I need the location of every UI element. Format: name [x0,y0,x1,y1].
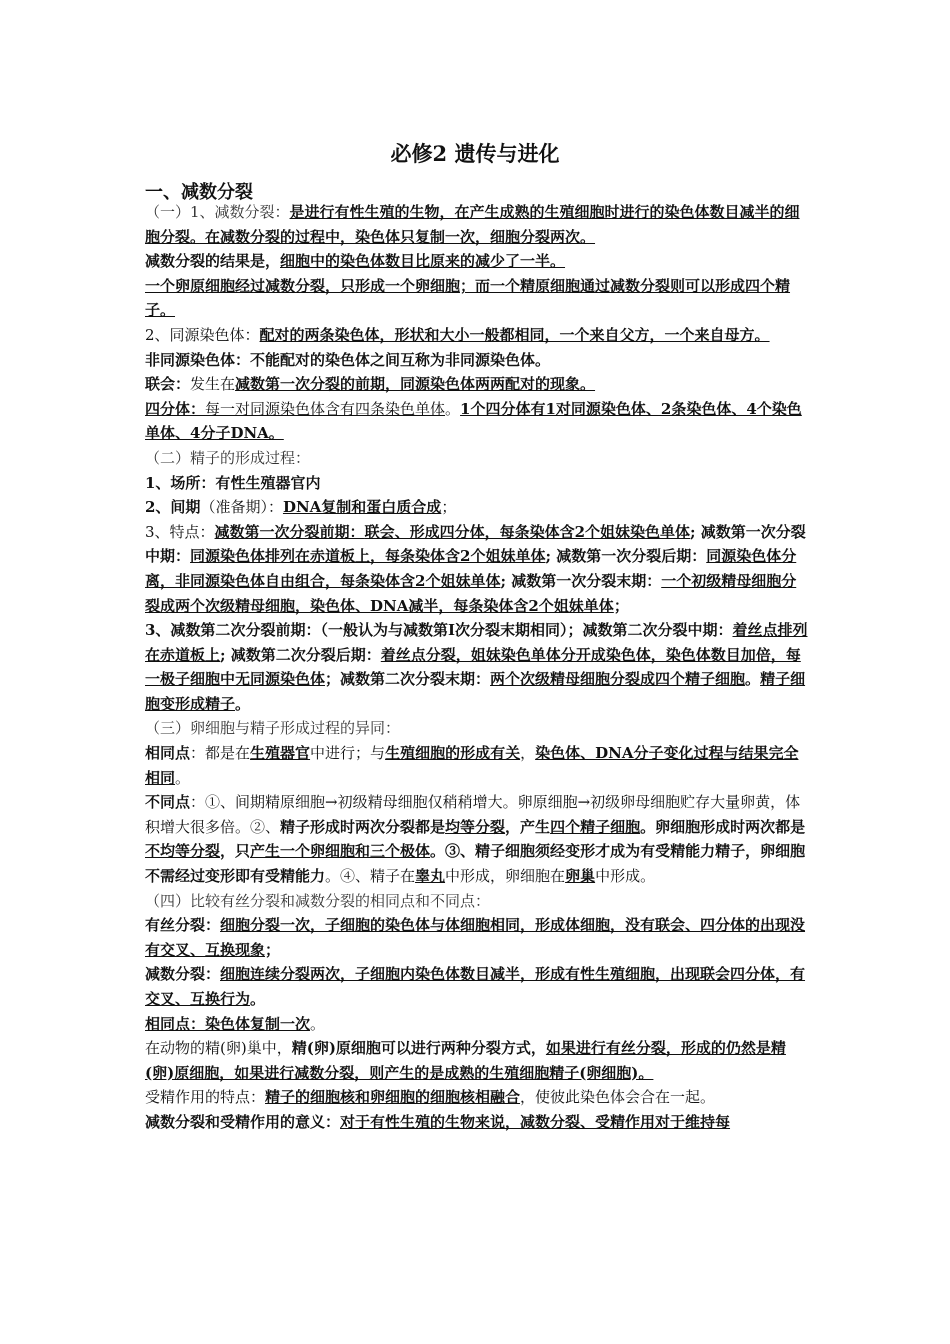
paragraph-location [145,471,810,496]
paragraph-meiosis-definition [145,200,810,249]
text-run: 中形成。 [595,867,656,886]
text-run: （四）比较有丝分裂和减数分裂的相同点和不同点： [145,891,491,910]
text-run: 3、特点： [145,522,215,541]
text-run: 睾丸 [415,867,446,886]
text-run: 减数分裂和受精作用的意义： [145,1112,341,1131]
text-run: 减数分裂的结果是， [145,252,281,271]
document-body [145,200,810,1135]
text-run: DNA复制和蛋白质合成 [282,498,442,517]
text-run: 生殖细胞的形成有关 [385,744,521,763]
text-run: ；减数第二次分裂末期： [325,670,491,689]
text-run: 有丝分裂： [145,916,221,935]
text-run: 不均等分裂 [145,842,221,861]
text-run: 。 [745,670,761,689]
text-run: 染色体只复制一次，细胞分裂两次。 [355,227,596,246]
text-run: ; 减数第二次分裂后期： [220,645,381,664]
text-run: 受精作用的特点： [145,1088,266,1107]
text-run: ; 减数第一次分裂末期： [500,571,662,590]
paragraph-sperm-formation-heading [145,446,810,471]
text-run: 联会、形成四分体，每条染体含2个姐妹染色单体 [364,522,691,541]
text-run: 精子细胞变形成精子 [145,670,806,713]
paragraph-meiosis [145,962,810,1011]
text-run: （三）卵细胞与精子形成过程的异同： [145,719,401,738]
text-run: 精子形成时两次分裂都是 [280,817,446,836]
paragraph-meiosis-one [145,520,810,618]
text-run: 细胞分裂一次，子细胞的染色体与体细胞相同，形成体细胞，没有联会、四分体的出现没有交叉、互换现象 [145,916,806,959]
text-run: ：都是在 [190,744,251,763]
paragraph-gonads [145,1036,810,1085]
text-run: 。 [175,768,191,787]
text-run: 配对的两条染色体，形状和大小一般都相同，一个来自父方，一个来自母方。 [259,325,770,344]
text-run: 着丝点排列在赤道板上 [145,621,808,664]
text-run: ，产生 [505,817,551,836]
text-run: 发生在 [190,375,236,394]
text-run: 。③、精子细胞须经 [430,842,566,861]
paragraph-synapsis [145,372,810,397]
text-run: 中形成，卵细胞在 [445,867,566,886]
text-run: 。 [310,1014,326,1033]
text-run: 四分体： [145,399,206,418]
text-run: 中进行；与 [310,744,386,763]
paragraph-common [145,1012,810,1037]
page-title: 必修2 遗传与进化 [390,141,560,166]
text-run: 变形才成为有受精能力精子，卵细胞不需经过变形即有受精能力 [145,842,806,886]
text-run: 一个卵原细胞经过减数分裂，只形成一个卵细胞；而一个精原细胞通过减数分裂则可以形成四个精子。 [145,276,791,320]
text-run: 相同点 [145,744,191,763]
text-run: 非同源染色体：不能配对的染色体之间互称为非同源染色体。 [145,350,551,369]
paragraph-non-homologous [145,348,810,373]
text-run: 。 [235,694,251,713]
text-run: ，只 [220,842,251,861]
text-run: 减数第一次分裂前期： [214,522,365,541]
text-run: ; 减数第一次分裂中期： [145,522,806,566]
text-run: 。 [445,399,461,418]
text-run: 不同点 [145,793,191,812]
text-run: 2、间期 [145,498,201,517]
text-run: 。 [250,990,266,1008]
paragraph-meiosis-two [145,618,810,716]
text-run: 每一对同源染色体含有四条染色单体 [205,399,446,418]
text-run: 相同点：染色体复制一次 [145,1014,311,1033]
text-run: （一般认为与减数第Ⅰ次分裂末期相同）；减数第二次分裂中期： [320,621,733,640]
text-run: 两个次级精母细胞分裂成四个精子细胞 [490,670,746,689]
text-run: 同源染色体分离，非同源染色体自由组合，每条染体含2个姐妹单体 [145,547,797,590]
paragraph-mitosis-meiosis-heading [145,889,810,914]
paragraph-compare-heading [145,716,810,741]
text-run: 一个初级精母细胞分裂成两个次级精母细胞，染色体、DNA减半，每条染体含2个姐妹单体 [145,571,797,615]
text-run: 产生一个卵细胞和三个极体 [250,842,431,861]
text-run: 着丝点分裂，姐妹染色单体分开成染色体，染色体数目加倍，每一极子细胞中无同源染色体 [145,645,801,689]
text-run: 细胞中的染色体数目比原来的减少了一半。 [280,252,566,271]
text-run: 。卵细胞形成时两次都是 [640,817,806,836]
paragraph-egg-sperm-count [145,274,810,323]
paragraph-tetrad [145,397,810,446]
text-run: 联会： [145,375,191,394]
text-run: ； [441,498,457,517]
text-run: （一）1、减数分裂： [145,203,290,221]
paragraph-significance [145,1110,810,1135]
paragraph-interphase [145,495,810,520]
text-run: 均等分裂 [445,817,506,836]
paragraph-differences [145,790,810,888]
text-run: 减数第一次分裂的前期，同源染色体两两配对的现象。 [235,375,596,394]
text-run: （二）精子的形成过程： [145,448,311,467]
text-run: 3、减数第二次分裂前期： [145,621,321,640]
text-run: ， [520,744,536,763]
text-run: 细胞连续分裂两次，子细胞内染色体数目减半，形成有性生殖细胞，出现联会四分体，有交叉、互换行为 [145,965,806,1008]
text-run: ； [265,940,281,959]
text-run: 是进行有性生殖的生物，在产生成熟的生殖细胞时进行的染色体数目减半的细胞分裂。在减数分裂的过程中， [145,203,800,246]
text-run: 精子的细胞核和卵细胞的细胞核相融合 [265,1088,521,1107]
paragraph-meiosis-result [145,249,810,274]
section-heading: 一、减数分裂 [145,182,253,203]
text-run: 。④、精子在 [325,867,416,886]
paragraph-similarities [145,741,810,790]
text-run: ，使彼此染色体会合在一起。 [520,1088,716,1107]
text-run: ; 减数第一次分裂后期： [545,547,707,566]
text-run: 1、场所：有性生殖器官内 [145,473,321,492]
text-run: 卵巢 [565,867,596,886]
text-run: 2、同源染色体： [145,325,260,344]
text-run: 四个精子细胞 [550,817,641,836]
text-run: 同源染色体排列在赤道板上，每条染体含2个姐妹单体 [190,547,546,566]
text-run: ； [613,596,629,615]
text-run: 在动物的精(卵)巢中， [145,1039,292,1058]
text-run: 1个四分体有1对同源染色体、2条染色体、4个染色单体、4分子DNA。 [145,399,802,443]
paragraph-fertilization [145,1085,810,1110]
paragraph-homologous [145,323,810,348]
text-run: （准备期）： [200,498,283,517]
text-run: 如果进行有丝分裂，形成的仍然是精(卵)原细胞，如果进行减数分裂，则产生的是成熟的生殖细胞精子(卵细胞)。 [145,1039,786,1082]
text-run: 对于有性生殖的生物来说，减数分裂、受精作用对于维持每 [340,1112,731,1131]
text-run: 生殖器官 [250,744,311,763]
text-run: 精(卵)原细胞可以进行两种分裂方式， [291,1039,546,1058]
paragraph-mitosis [145,913,810,962]
text-run: 减数分裂： [145,965,221,984]
text-run: ：①、间期精原细胞→初级精母细胞仅稍稍增大。卵原细胞→初级卵母细胞贮存大量卵黄，体积增大很多倍。②、 [145,793,801,836]
text-run: 染色体、DNA分子变化过程与结果完全相同 [145,744,799,787]
